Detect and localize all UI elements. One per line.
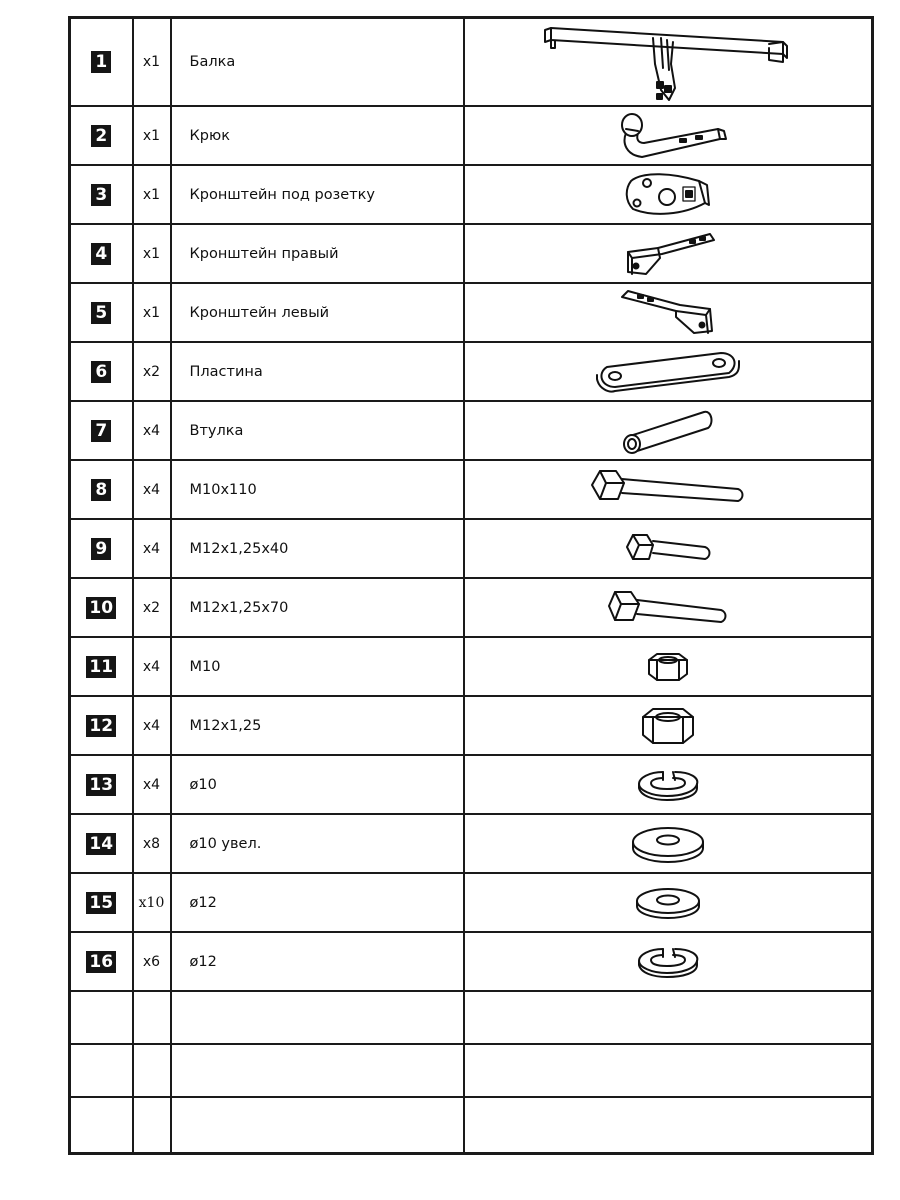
left-bracket-icon	[618, 287, 718, 339]
empty-cell	[133, 1097, 171, 1154]
empty-cell	[70, 991, 133, 1044]
part-number-badge: 13	[86, 774, 116, 796]
part-number-badge: 11	[86, 656, 116, 678]
quantity-cell: x4	[133, 755, 171, 814]
part-number-badge: 10	[86, 597, 116, 619]
part-name-cell: Пластина	[171, 342, 464, 401]
empty-cell	[70, 1097, 133, 1154]
part-number-badge: 8	[91, 479, 111, 501]
bolt-short-icon	[623, 529, 713, 569]
part-number-badge: 1	[91, 51, 111, 73]
empty-table-row	[70, 991, 873, 1044]
part-number-cell	[70, 637, 133, 696]
part-image-cell	[464, 932, 873, 991]
table-row	[70, 283, 873, 342]
quantity-cell: x1	[133, 224, 171, 283]
nut-small-icon	[645, 650, 691, 684]
empty-cell	[70, 1044, 133, 1097]
part-number-badge: 12	[86, 715, 116, 737]
part-name-cell: Балка	[171, 18, 464, 107]
part-image-cell	[464, 106, 873, 165]
part-number-badge: 7	[91, 420, 111, 442]
bolt-long-icon	[588, 467, 748, 513]
part-name-cell: M10x110	[171, 460, 464, 519]
part-name-cell: M10	[171, 637, 464, 696]
table-row	[70, 519, 873, 578]
part-name-cell: M12x1,25x40	[171, 519, 464, 578]
empty-cell	[133, 991, 171, 1044]
parts-list-table	[68, 16, 874, 1155]
empty-cell	[171, 1044, 464, 1097]
part-number-cell	[70, 224, 133, 283]
spring-washer-icon	[635, 768, 701, 802]
spring-washer-icon	[635, 945, 701, 979]
table-row	[70, 106, 873, 165]
part-number-cell	[70, 932, 133, 991]
quantity-cell: x1	[133, 283, 171, 342]
part-name-cell: M12x1,25x70	[171, 578, 464, 637]
quantity-cell: x2	[133, 342, 171, 401]
empty-cell	[464, 1044, 873, 1097]
part-image-cell	[464, 578, 873, 637]
part-number-badge: 5	[91, 302, 111, 324]
quantity-cell: x1	[133, 106, 171, 165]
table-row	[70, 755, 873, 814]
table-row	[70, 342, 873, 401]
part-number-badge: 6	[91, 361, 111, 383]
part-number-cell	[70, 283, 133, 342]
part-number-cell	[70, 578, 133, 637]
part-number-cell	[70, 401, 133, 460]
part-image-cell	[464, 401, 873, 460]
bolt-medium-icon	[605, 586, 731, 630]
table-row	[70, 165, 873, 224]
part-name-cell: Крюк	[171, 106, 464, 165]
part-image-cell	[464, 519, 873, 578]
part-number-cell	[70, 873, 133, 932]
part-number-cell	[70, 106, 133, 165]
table-row	[70, 696, 873, 755]
part-image-cell	[464, 814, 873, 873]
part-number-badge: 16	[86, 951, 116, 973]
part-name-cell: Кронштейн под розетку	[171, 165, 464, 224]
tow-ball-hook-icon	[608, 109, 728, 163]
table-row	[70, 18, 873, 107]
table-row	[70, 224, 873, 283]
quantity-cell: x4	[133, 696, 171, 755]
quantity-cell: x4	[133, 401, 171, 460]
socket-bracket-icon	[623, 169, 713, 221]
table-row	[70, 873, 873, 932]
part-name-cell: Втулка	[171, 401, 464, 460]
part-number-badge: 3	[91, 184, 111, 206]
part-image-cell	[464, 224, 873, 283]
right-bracket-icon	[618, 228, 718, 280]
part-name-cell: Кронштейн левый	[171, 283, 464, 342]
part-number-badge: 14	[86, 833, 116, 855]
quantity-cell: x6	[133, 932, 171, 991]
part-number-badge: 2	[91, 125, 111, 147]
plate-icon	[593, 347, 743, 397]
table-row	[70, 932, 873, 991]
part-image-cell	[464, 460, 873, 519]
part-name-cell: M12x1,25	[171, 696, 464, 755]
part-number-cell	[70, 755, 133, 814]
part-number-cell	[70, 165, 133, 224]
part-number-badge: 15	[86, 892, 116, 914]
part-image-cell	[464, 755, 873, 814]
part-image-cell	[464, 696, 873, 755]
table-row	[70, 401, 873, 460]
quantity-cell: x4	[133, 460, 171, 519]
part-name-cell: ø12	[171, 932, 464, 991]
table-row	[70, 814, 873, 873]
part-image-cell	[464, 165, 873, 224]
part-number-cell	[70, 18, 133, 107]
part-name-cell: ø12	[171, 873, 464, 932]
part-number-cell	[70, 342, 133, 401]
part-image-cell	[464, 342, 873, 401]
empty-table-row	[70, 1044, 873, 1097]
part-image-cell	[464, 18, 873, 107]
quantity-cell: x1	[133, 165, 171, 224]
part-name-cell: Кронштейн правый	[171, 224, 464, 283]
empty-cell	[464, 991, 873, 1044]
part-number-badge: 4	[91, 243, 111, 265]
part-image-cell	[464, 283, 873, 342]
empty-cell	[171, 991, 464, 1044]
quantity-cell: x8	[133, 814, 171, 873]
part-number-cell	[70, 696, 133, 755]
part-number-cell	[70, 814, 133, 873]
table-row	[70, 578, 873, 637]
empty-cell	[171, 1097, 464, 1154]
tow-beam-icon	[543, 20, 793, 104]
quantity-cell: x2	[133, 578, 171, 637]
quantity-cell: x4	[133, 637, 171, 696]
empty-table-row	[70, 1097, 873, 1154]
part-name-cell: ø10 увел.	[171, 814, 464, 873]
empty-cell	[133, 1044, 171, 1097]
quantity-cell: x1	[133, 18, 171, 107]
empty-cell	[464, 1097, 873, 1154]
part-number-cell	[70, 519, 133, 578]
part-image-cell	[464, 637, 873, 696]
table-row	[70, 460, 873, 519]
part-image-cell	[464, 873, 873, 932]
nut-large-icon	[639, 705, 697, 747]
wide-washer-icon	[629, 824, 707, 864]
bushing-icon	[618, 406, 718, 456]
part-number-cell	[70, 460, 133, 519]
flat-washer-icon	[633, 885, 703, 921]
part-number-badge: 9	[91, 538, 111, 560]
part-name-cell: ø10	[171, 755, 464, 814]
table-row	[70, 637, 873, 696]
quantity-cell: x4	[133, 519, 171, 578]
quantity-cell: x10	[133, 873, 171, 932]
